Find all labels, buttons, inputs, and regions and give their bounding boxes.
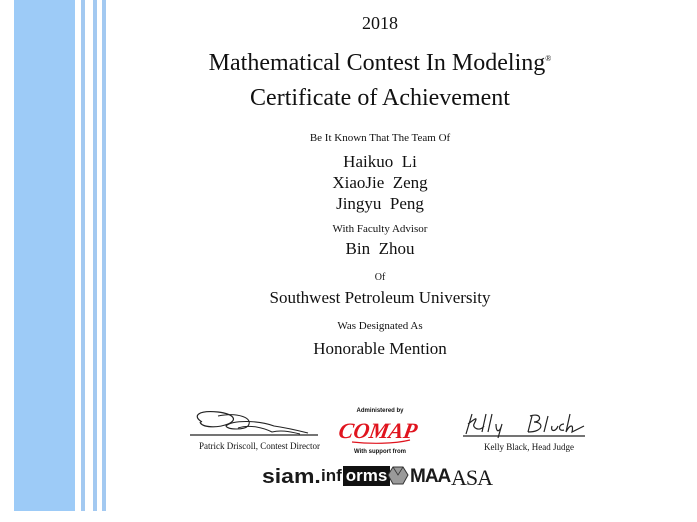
decorative-stripe-main xyxy=(14,0,75,511)
support-label: With support from xyxy=(354,449,406,455)
intro-text: Be It Known That The Team Of xyxy=(309,132,451,144)
contest-director-signature xyxy=(188,408,320,440)
maa-logo: MAA xyxy=(410,466,451,487)
decorative-stripe-thin xyxy=(102,0,106,511)
informs-logo xyxy=(320,466,390,486)
maa-emblem-icon xyxy=(387,466,409,491)
head-judge-caption: Kelly Black, Head Judge xyxy=(484,442,574,452)
head-judge-signature xyxy=(460,410,588,440)
team-member: Jingyu Peng xyxy=(336,194,424,213)
designation-label: Was Designated As xyxy=(337,320,423,332)
asa-logo: ASA xyxy=(451,465,493,490)
informs-logo-part: orms xyxy=(343,466,391,486)
contest-director-caption: Patrick Driscoll, Contest Director xyxy=(199,441,320,451)
informs-logo-part: inf xyxy=(321,466,342,485)
contest-name xyxy=(130,51,630,75)
team-member: XiaoJie Zeng xyxy=(332,173,428,192)
award-designation: Honorable Mention xyxy=(313,339,447,358)
comap-logo-text: COMAP xyxy=(336,418,420,443)
decorative-stripe-thin xyxy=(93,0,97,511)
certificate-title: Certificate of Achievement xyxy=(250,85,510,111)
advisor-name: Bin Zhou xyxy=(345,239,415,258)
contest-name-text: Mathematical Contest In Modeling xyxy=(208,50,546,76)
administered-by-label: Administered by xyxy=(356,408,404,414)
siam-logo: siam. xyxy=(262,466,321,488)
comap-logo xyxy=(336,414,420,451)
team-member: Haikuo Li xyxy=(343,152,417,171)
institution-name: Southwest Petroleum University xyxy=(269,288,491,307)
advisor-label: With Faculty Advisor xyxy=(332,223,428,235)
decorative-stripe-thin xyxy=(81,0,85,511)
certificate-year: 2018 xyxy=(362,13,398,33)
of-label: Of xyxy=(374,272,386,283)
registered-mark: ® xyxy=(545,54,552,63)
